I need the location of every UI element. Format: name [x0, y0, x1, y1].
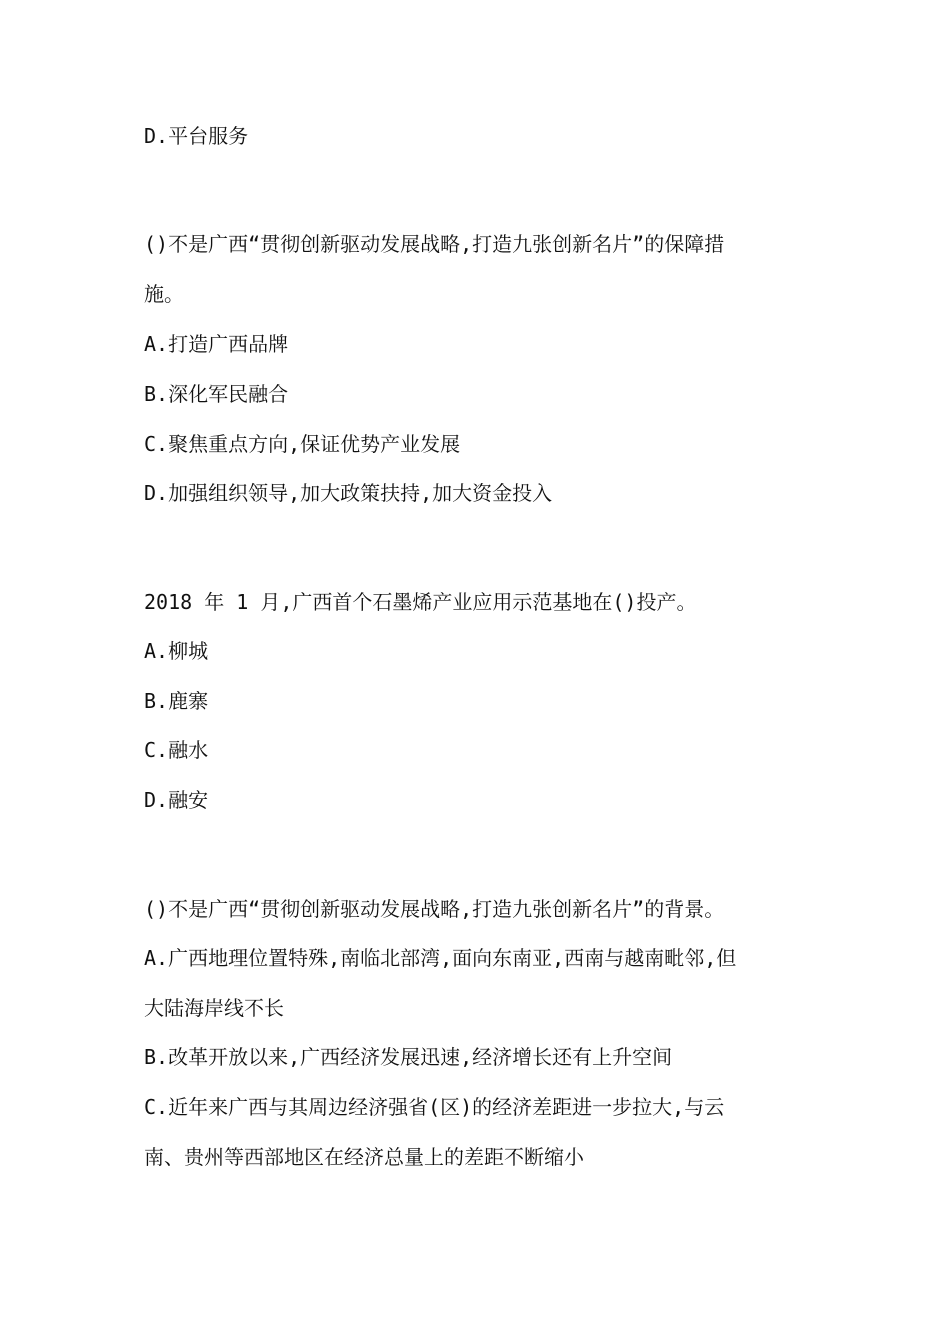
question-2-option-d: D.融安 — [144, 788, 209, 812]
prev-option-d: D.平台服务 — [144, 124, 249, 148]
question-2-option-c: C.融水 — [144, 738, 209, 762]
question-2-stem: 2018 年 1 月,广西首个石墨烯产业应用示范基地在()投产。 — [144, 590, 697, 614]
question-1-option-b: B.深化军民融合 — [144, 382, 289, 406]
question-1-stem-line-1: ()不是广西“贯彻创新驱动发展战略,打造九张创新名片”的保障措 — [144, 232, 725, 256]
question-3-option-c-line-1: C.近年来广西与其周边经济强省(区)的经济差距进一步拉大,与云 — [144, 1095, 725, 1119]
question-1-option-d: D.加强组织领导,加大政策扶持,加大资金投入 — [144, 481, 553, 505]
question-3-stem: ()不是广西“贯彻创新驱动发展战略,打造九张创新名片”的背景。 — [144, 897, 725, 921]
question-3-option-b: B.改革开放以来,广西经济发展迅速,经济增长还有上升空间 — [144, 1045, 673, 1069]
question-2-option-a: A.柳城 — [144, 639, 209, 663]
question-3-option-a-line-2: 大陆海岸线不长 — [144, 996, 284, 1020]
question-3-option-c-line-2: 南、贵州等西部地区在经济总量上的差距不断缩小 — [144, 1145, 584, 1169]
question-1-option-a: A.打造广西品牌 — [144, 332, 289, 356]
question-1-stem-line-2: 施。 — [144, 282, 184, 306]
question-2-option-b: B.鹿寨 — [144, 689, 209, 713]
question-3-option-a-line-1: A.广西地理位置特殊,南临北部湾,面向东南亚,西南与越南毗邻,但 — [144, 946, 737, 970]
question-1-option-c: C.聚焦重点方向,保证优势产业发展 — [144, 432, 461, 456]
